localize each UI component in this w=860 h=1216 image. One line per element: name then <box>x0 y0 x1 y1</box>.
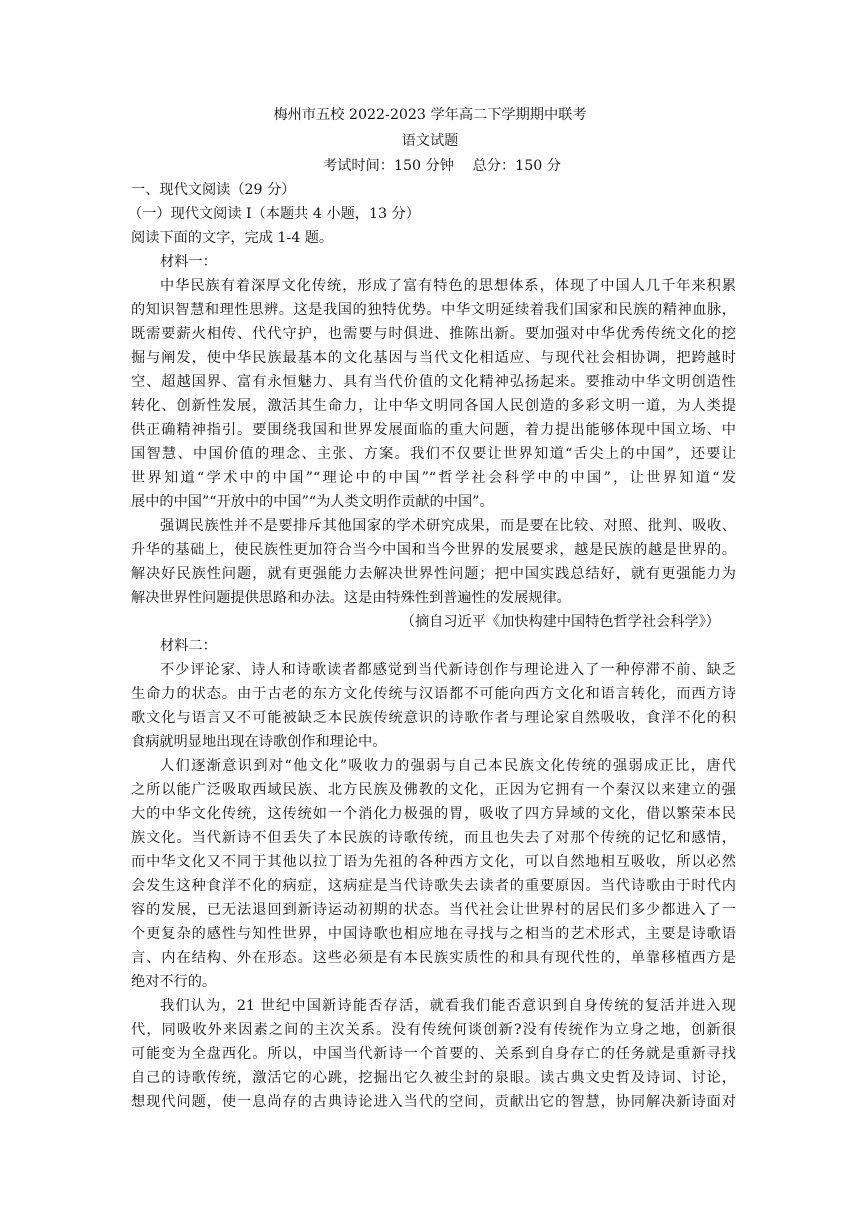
exam-title: 梅州市五校 2022-2023 学年高二下学期期中联考 <box>273 107 587 123</box>
paragraph-line: 想现代问题，使一息尚存的古典诗论进入当代的空间，贡献出它的智慧，协同解决新诗面对 <box>131 1094 736 1110</box>
paragraph-line: 掘与阐发，使中华民族最基本的文化基因与当代文化相适应、与现代社会相协调，把跨越时 <box>131 350 736 366</box>
paragraph-line: 自己的诗歌传统，激活它的心跳，挖掘出它久被尘封的泉眼。读古典文史哲及诗词、讨论， <box>131 1070 736 1086</box>
paragraph-line: 供正确精神指引。要围绕我国和世界发展面临的重大问题，着力提出能够体现中国立场、中 <box>131 422 736 438</box>
paragraph-line: 解决世界性问题提供思路和办法。这是由特殊性到普遍性的发展规律。 <box>131 590 571 606</box>
paragraph-line: 转化、创新性发展，激活其生命力，让中华文明同各国人民创造的多彩文明一道，为人类提 <box>131 398 736 414</box>
material1-label: 材料一： <box>160 254 217 270</box>
paragraph-line: 生命力的状态。由于古老的东方文化传统与汉语都不可能向西方文化和语言转化，而西方诗 <box>131 686 736 702</box>
paragraph-line: 人们逐渐意识到对“他文化”吸收力的强弱与自己本民族文化传统的强弱成正比，唐代 <box>160 758 736 774</box>
subject-title: 语文试题 <box>401 133 459 149</box>
paragraph-line: 个更复杂的感性与知性世界，中国诗歌也相应地在寻找与之相当的艺术形式，主要是诗歌语 <box>131 926 736 942</box>
paragraph-line: 歌文化与语言又不可能被缺乏本民族传统意识的诗歌作者与理论家自然吸收，食洋不化的积 <box>131 710 736 726</box>
paragraph-line: 空、超越国界、富有永恒魅力、具有当代价值的文化精神弘扬起来。要推动中华文明创造性 <box>131 374 736 390</box>
paragraph-line: 食病就明显地出现在诗歌创作和理论中。 <box>131 734 387 750</box>
paragraph-line: 解决好民族性问题，就有更强能力去解决世界性问题；把中国实践总结好，就有更强能力为 <box>131 566 736 582</box>
paragraph-line: 会发生这种食洋不化的病症，这病症是当代诗歌失去读者的重要原因。当代诗歌由于时代内 <box>131 878 736 894</box>
exam-info: 考试时间：150 分钟 总分：150 分 <box>323 158 561 174</box>
paragraph-line: 既需要薪火相传、代代守护，也需要与时俱进、推陈出新。要加强对中华优秀传统文化的挖 <box>131 326 736 342</box>
paragraph-line: 族文化。当代新诗不但丢失了本民族的诗歌传统，而且也失去了对那个传统的记忆和感情， <box>131 830 736 846</box>
paragraph-line: 言、内在结构、外在形态。这些必须是有本民族实质性的和具有现代性的，单靠移植西方是 <box>131 950 736 966</box>
section-subheading: （一）现代文阅读 I（本题共 4 小题，13 分） <box>128 206 420 222</box>
paragraph-line: 的知识智慧和理性思辨。这是我国的独特优势。中华文明延续着我们国家和民族的精神血脉， <box>131 302 736 318</box>
paragraph-line: 之所以能广泛吸取西域民族、北方民族及佛教的文化，正因为它拥有一个秦汉以来建立的强 <box>131 782 736 798</box>
paragraph-line: 大的中华文化传统，这传统如一个消化力极强的胃，吸收了四方异域的文化，借以繁荣本民 <box>131 806 736 822</box>
section-heading: 一、现代文阅读（29 分） <box>131 182 296 198</box>
reading-instruction: 阅读下面的文字，完成 1-4 题。 <box>131 230 334 246</box>
source-citation: （摘自习近平《加快构建中国特色哲学社会科学》） <box>400 614 720 630</box>
paragraph-line: 展中的中国”“开放中的中国”“为人类文明作贡献的中国”。 <box>131 494 494 510</box>
paragraph-line: 代，同吸收外来因素之间的主次关系。没有传统何谈创新?没有传统作为立身之地，创新很 <box>131 1022 736 1038</box>
paragraph-line: 可能变为全盘西化。所以，中国当代新诗一个首要的、关系到自身存亡的任务就是重新寻找 <box>131 1046 736 1062</box>
paragraph-line: 绝对不行的。 <box>131 974 217 990</box>
paragraph-line: 中华民族有着深厚文化传统，形成了富有特色的思想体系，体现了中国人几千年来积累 <box>160 278 736 294</box>
paragraph-line: 世界知道“学术中的中国”“理论中的中国”“哲学社会科学中的中国”，让世界知道“发 <box>131 470 736 486</box>
paragraph-line: 升华的基础上，使民族性更加符合当今中国和当今世界的发展要求，越是民族的越是世界的。 <box>131 542 736 558</box>
paragraph-line: 我们认为，21 世纪中国新诗能否存活，就看我们能否意识到自身传统的复活并进入现 <box>160 998 736 1014</box>
paragraph-line: 不少评论家、诗人和诗歌读者都感觉到当代新诗创作与理论进入了一种停滞不前、缺乏 <box>160 662 736 678</box>
paragraph-line: 容的发展，已无法退回到新诗运动初期的状态。当代社会让世界村的居民们多少都进入了一 <box>131 902 736 918</box>
paragraph-line: 强调民族性并不是要排斥其他国家的学术研究成果，而是要在比较、对照、批判、吸收、 <box>160 518 736 534</box>
paragraph-line: 而中华文化又不同于其他以拉丁语为先祖的各种西方文化，可以自然地相互吸收，所以必然 <box>131 854 736 870</box>
paragraph-line: 国智慧、中国价值的理念、主张、方案。我们不仅要让世界知道“舌尖上的中国”，还要让 <box>131 446 736 462</box>
material2-label: 材料二： <box>160 638 217 654</box>
